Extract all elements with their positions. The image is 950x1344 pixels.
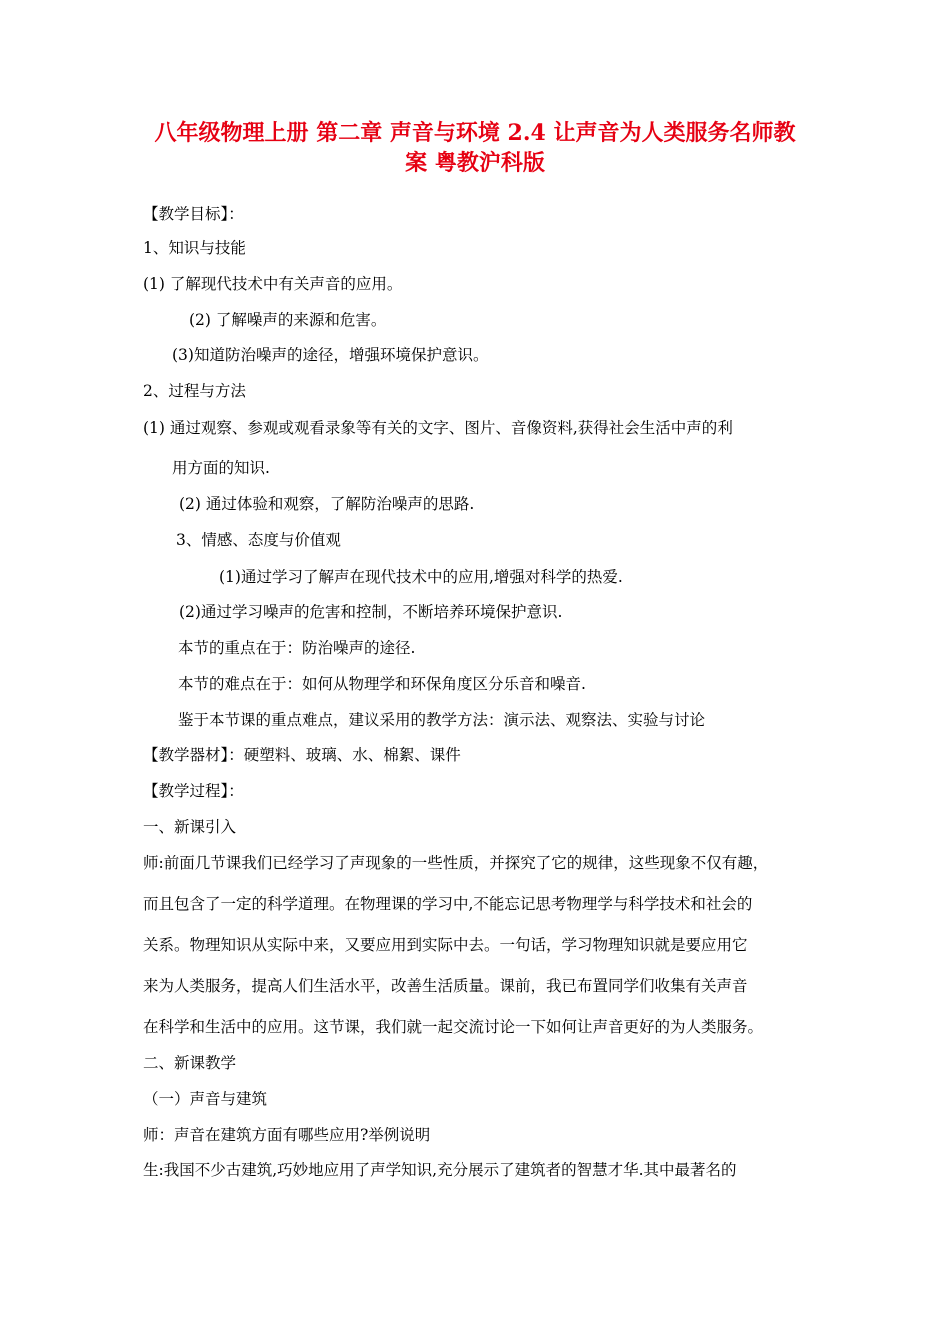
difficult-point: 本节的难点在于：如何从物理学和环保角度区分乐音和噪音. [178, 675, 586, 693]
section-process-method: 2、过程与方法 [143, 382, 246, 400]
list-item: (1) 通过观察、参观或观看录象等有关的文字、图片、音像资料,获得社会生活中声的利 [143, 419, 733, 437]
heading-teaching-equipment: 【教学器材】：硬塑料、玻璃、水、棉絮、课件 [143, 746, 461, 764]
paragraph-line: 关系。物理知识从实际中来，又要应用到实际中去。一句话，学习物理知识就是要应用它 [143, 936, 748, 954]
list-item: (2) 了解噪声的来源和危害。 [189, 311, 387, 329]
title-line-1: 八年级物理上册 第二章 声音与环境 2.4 让声音为人类服务名师教 [154, 120, 796, 146]
section-knowledge-skills: 1、知识与技能 [143, 239, 246, 257]
teaching-method: 鉴于本节课的重点难点，建议采用的教学方法：演示法、观察法、实验与讨论 [178, 711, 706, 729]
paragraph-line: 师:前面几节课我们已经学习了声现象的一些性质，并探究了它的规律，这些现象不仅有趣， [143, 854, 769, 872]
list-item: (3)知道防治噪声的途径，增强环境保护意识。 [172, 346, 489, 364]
list-item: (2) 通过体验和观察，了解防治噪声的思路. [179, 495, 475, 513]
paragraph-line: 师：声音在建筑方面有哪些应用?举例说明 [143, 1126, 431, 1144]
paragraph-line: 而且包含了一定的科学道理。在物理课的学习中,不能忘记思考物理学与科学技术和社会的 [143, 895, 753, 913]
heading-teaching-process: 【教学过程】： [143, 782, 244, 800]
list-item: (1) 了解现代技术中有关声音的应用。 [143, 275, 403, 293]
heading-teaching-goals: 【教学目标】： [143, 205, 244, 223]
list-item: (1)通过学习了解声在现代技术中的应用,增强对科学的热爱. [219, 568, 623, 586]
paragraph-line: 来为人类服务，提高人们生活水平，改善生活质量。课前，我已布置同学们收集有关声音 [143, 977, 748, 995]
subsection-sound-architecture: （一）声音与建筑 [143, 1090, 268, 1108]
list-item-continuation: 用方面的知识. [172, 459, 270, 477]
document-title [120, 118, 830, 178]
title-line-2: 案 粤教沪科版 [405, 150, 545, 176]
list-item: (2)通过学习噪声的危害和控制，不断培养环境保护意识. [179, 603, 563, 621]
key-point: 本节的重点在于：防治噪声的途径. [178, 639, 416, 657]
section-new-lesson: 二、新课教学 [143, 1054, 237, 1072]
section-intro: 一、新课引入 [143, 818, 237, 836]
section-attitude-values: 3、情感、态度与价值观 [176, 531, 341, 549]
paragraph-line: 在科学和生活中的应用。这节课，我们就一起交流讨论一下如何让声音更好的为人类服务。 [143, 1018, 764, 1036]
paragraph-line: 生:我国不少古建筑,巧妙地应用了声学知识,充分展示了建筑者的智慧才华.其中最著名的 [143, 1161, 737, 1179]
